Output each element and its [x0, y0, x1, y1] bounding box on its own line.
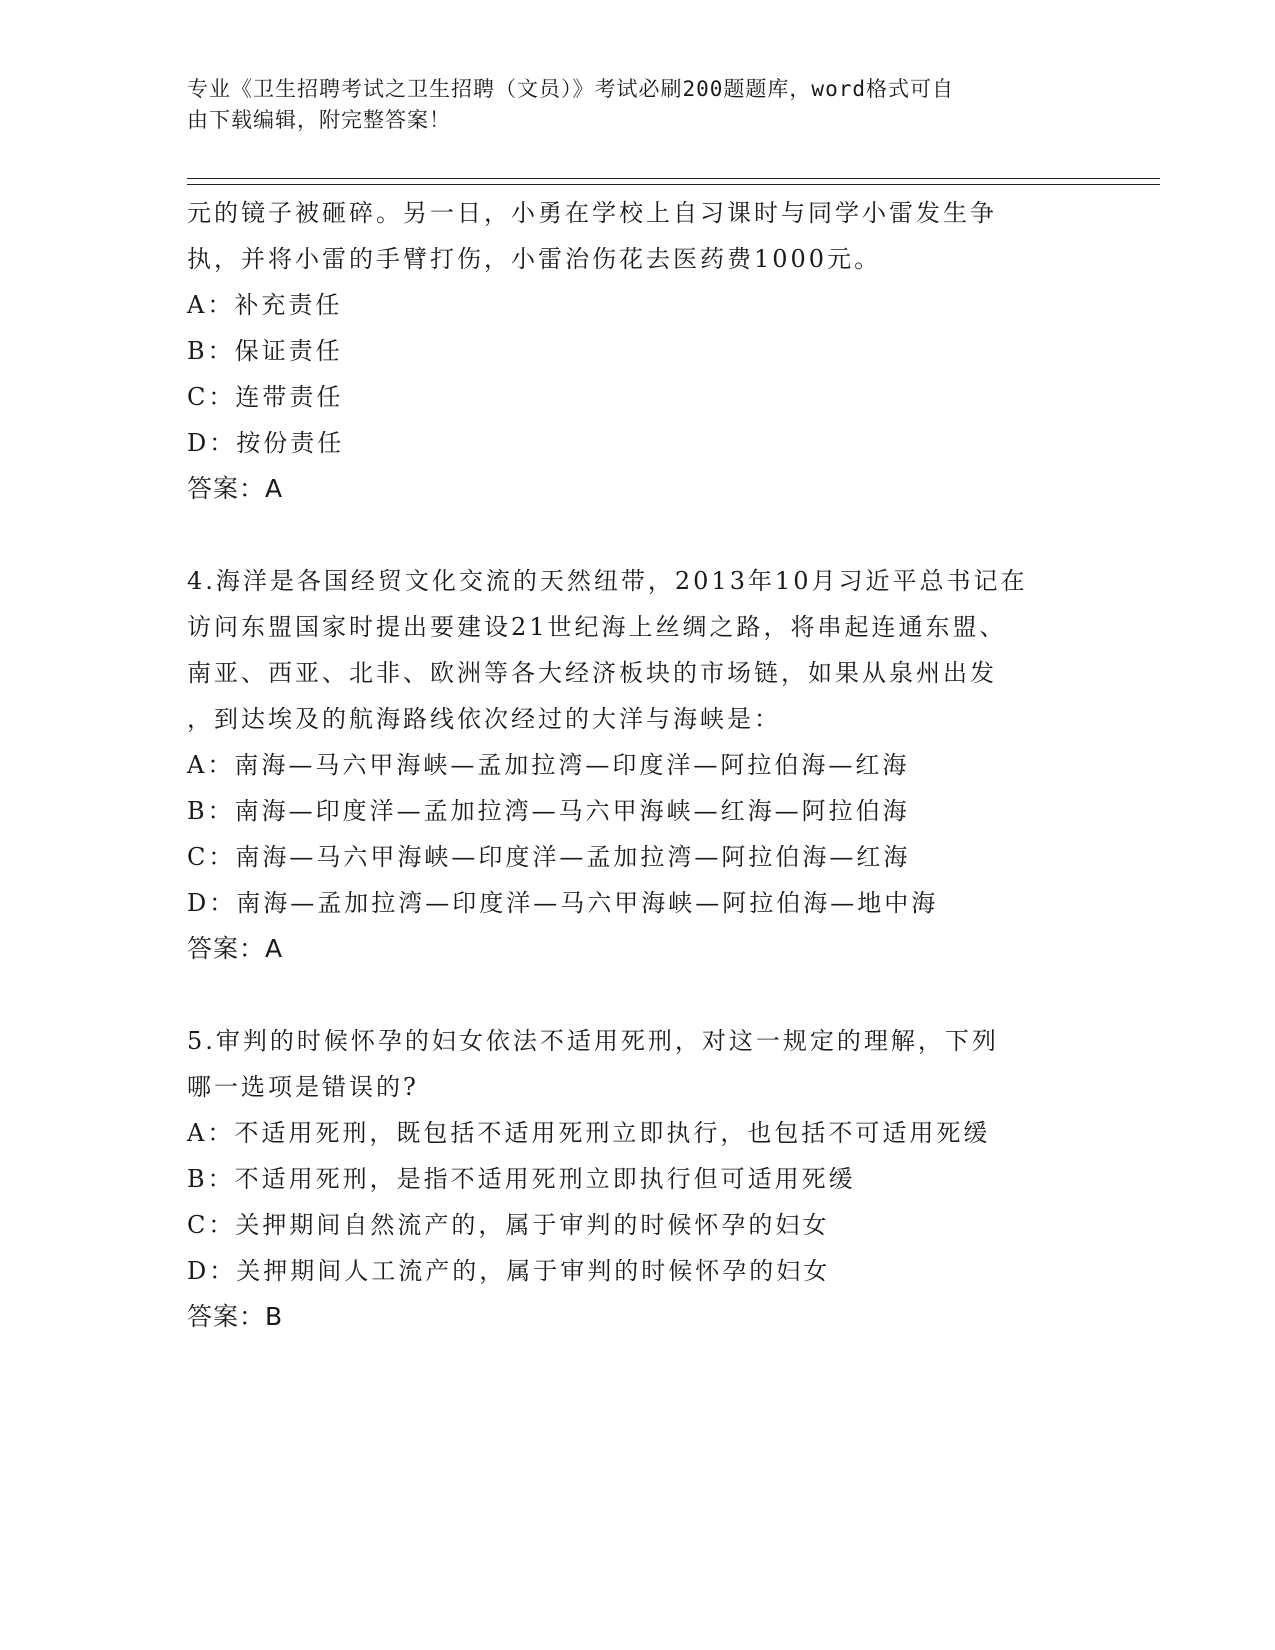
header-title-line-1: 专业《卫生招聘考试之卫生招聘（文员）》考试必刷200题题库，word格式可自 — [187, 77, 954, 101]
question-5 — [187, 1018, 1087, 1340]
answer-label: 答案：A — [187, 474, 284, 503]
option-d: D：关押期间人工流产的，属于审判的时候怀孕的妇女 — [187, 1257, 831, 1285]
question-content — [187, 190, 1087, 1340]
header-title-line-2: 由下载编辑，附完整答案！ — [187, 108, 451, 132]
question-text-line: 4.海洋是各国经贸文化交流的天然纽带，2013年10月习近平总书记在 — [187, 567, 1028, 595]
question-text-line: 执，并将小雷的手臂打伤，小雷治伤花去医药费1000元。 — [187, 245, 882, 273]
question-text-line: 5.审判的时候怀孕的妇女依法不适用死刑，对这一规定的理解，下列 — [187, 1027, 999, 1055]
option-d: D：南海—孟加拉湾—印度洋—马六甲海峡—阿拉伯海—地中海 — [187, 889, 939, 917]
document-header — [187, 74, 1067, 136]
question-text-line: 南亚、西亚、北非、欧洲等各大经济板块的市场链，如果从泉州出发 — [187, 659, 997, 687]
question-text-line: 访问东盟国家时提出要建设21世纪海上丝绸之路，将串起连通东盟、 — [187, 613, 1007, 641]
option-a: A：不适用死刑，既包括不适用死刑立即执行，也包括不可适用死缓 — [187, 1119, 991, 1147]
question-3-continuation — [187, 190, 1087, 512]
option-c: C：关押期间自然流产的，属于审判的时候怀孕的妇女 — [187, 1211, 830, 1239]
answer-label: 答案：B — [187, 1302, 284, 1331]
spacer — [187, 512, 1087, 558]
question-text-line: 哪一选项是错误的? — [187, 1073, 419, 1101]
question-text-line: ，到达埃及的航海路线依次经过的大洋与海峡是： — [187, 705, 781, 733]
option-a: A：南海—马六甲海峡—孟加拉湾—印度洋—阿拉伯海—红海 — [187, 751, 910, 779]
option-c: C：连带责任 — [187, 383, 344, 411]
option-b: B：南海—印度洋—孟加拉湾—马六甲海峡—红海—阿拉伯海 — [187, 797, 910, 825]
option-d: D：按份责任 — [187, 429, 345, 457]
answer-label: 答案：A — [187, 934, 284, 963]
question-text-line: 元的镜子被砸碎。另一日，小勇在学校上自习课时与同学小雷发生争 — [187, 199, 997, 227]
option-b: B：保证责任 — [187, 337, 343, 365]
header-divider-top — [187, 178, 1160, 179]
header-divider-bottom — [187, 184, 1160, 185]
question-4 — [187, 558, 1087, 972]
option-a: A：补充责任 — [187, 291, 343, 319]
option-c: C：南海—马六甲海峡—印度洋—孟加拉湾—阿拉伯海—红海 — [187, 843, 911, 871]
option-b: B：不适用死刑，是指不适用死刑立即执行但可适用死缓 — [187, 1165, 856, 1193]
spacer — [187, 972, 1087, 1018]
